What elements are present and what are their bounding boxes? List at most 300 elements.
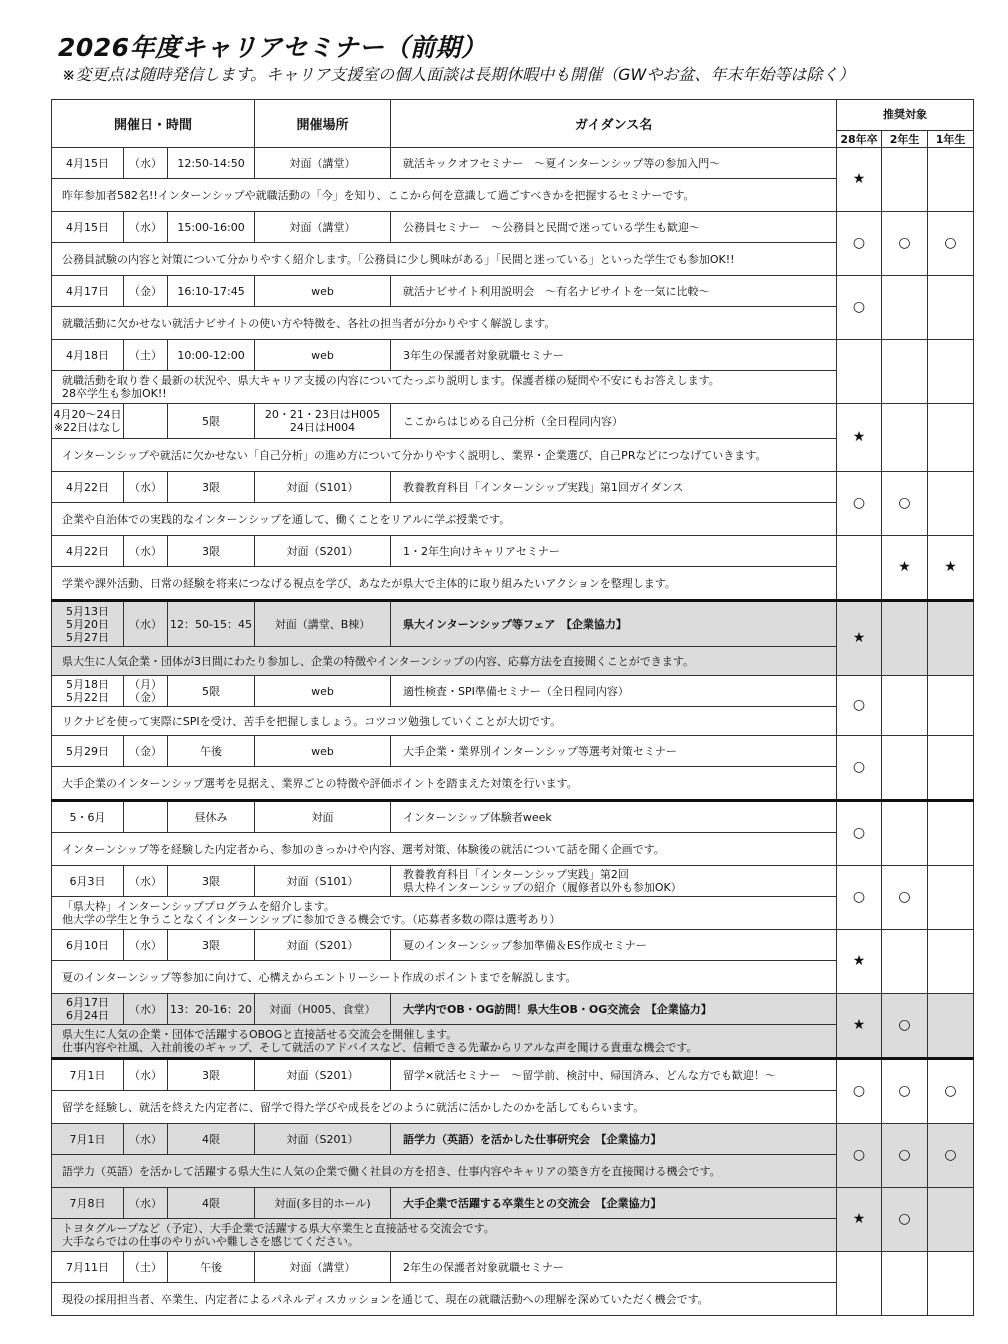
- event-date: [52, 404, 124, 439]
- guidance-name-line: ここからはじめる自己分析（全日程同内容）: [403, 414, 624, 428]
- target-mark-t28: ★: [837, 930, 882, 994]
- target-mark-t28: ○: [837, 676, 882, 736]
- table-header: [52, 100, 974, 131]
- event-date: [52, 1252, 124, 1283]
- target-mark-t28: ○: [837, 1124, 882, 1188]
- table-row: [52, 472, 974, 503]
- table-row: [52, 1059, 974, 1091]
- target-mark-t1: [928, 276, 974, 340]
- guidance-name-line: 3年生の保護者対象就職セミナー: [403, 348, 565, 362]
- guidance-name: [391, 1059, 837, 1091]
- event-description: [52, 961, 837, 994]
- event-venue-line: 対面（講堂）: [289, 1260, 356, 1274]
- event-day-line: （金）: [129, 284, 162, 298]
- event-venue-line: 対面(多目的ホール): [274, 1196, 371, 1210]
- table-row-description: [52, 567, 974, 601]
- target-mark-t28: ★: [837, 148, 882, 212]
- event-date: [52, 736, 124, 767]
- target-mark-t2: [882, 736, 928, 801]
- guidance-name-line: 県大インターンシップ等フェア 【企業協力】: [403, 617, 627, 631]
- event-description-line: 県大生に人気企業・団体が3日間にわたり参加し、企業の特徴やインターンシップの内容、応募方法を直接聞くことができます。: [62, 654, 694, 668]
- table-row-description: [52, 707, 974, 736]
- event-day-line: （水）: [129, 1196, 162, 1210]
- event-date: [52, 930, 124, 961]
- event-time-line: 4限: [202, 1132, 221, 1146]
- event-description-line: 公務員試験の内容と対策について分かりやすく紹介します。「公務員に少し興味がある」「民間と迷っている」といった学生でも参加OK!!: [62, 252, 735, 266]
- event-description: [52, 567, 837, 601]
- event-venue-line: 対面（S201）: [286, 1132, 359, 1146]
- event-venue: [255, 676, 391, 707]
- table-row-description: [52, 1219, 974, 1252]
- table-row: [52, 866, 974, 897]
- target-mark-t2: [882, 676, 928, 736]
- table-row-description: [52, 1091, 974, 1124]
- event-description-line: 就職活動を取り巻く最新の状況や、県大キャリア支援の内容についてたっぷり説明します。保護者様の疑問や不安にもお答えします。: [62, 374, 720, 387]
- target-mark-t28: ★: [837, 404, 882, 472]
- event-date: [52, 994, 124, 1025]
- event-day: [124, 801, 168, 833]
- event-description: [52, 1155, 837, 1188]
- target-mark-t2: [882, 930, 928, 994]
- event-day: [124, 276, 168, 307]
- event-time-line: 12:50-14:50: [177, 156, 245, 170]
- event-day-line: （土）: [129, 1260, 162, 1274]
- guidance-name-line: 語学力（英語）を活かした仕事研究会 【企業協力】: [403, 1132, 662, 1146]
- table-row: [52, 1252, 974, 1283]
- event-venue: [255, 994, 391, 1025]
- event-description-line: 昨年参加者582名!!インターンシップや就職活動の「今」を知り、ここから何を意識して過ごすべきかを把握するセミナーです。: [62, 188, 695, 202]
- table-row-description: [52, 647, 974, 676]
- event-time-line: 10:00-12:00: [177, 348, 245, 362]
- event-date-line: 6月24日: [66, 1009, 109, 1022]
- table-row: [52, 212, 974, 243]
- target-mark-t28: ○: [837, 736, 882, 801]
- event-date-line: 7月8日: [69, 1196, 106, 1210]
- event-date-line: 6月3日: [69, 874, 106, 888]
- event-date-line: 4月18日: [66, 348, 109, 362]
- table-row-description: [52, 243, 974, 276]
- guidance-name-line: 大手企業・業界別インターンシップ等選考対策セミナー: [403, 744, 677, 758]
- target-mark-t1: [928, 930, 974, 994]
- event-description: [52, 439, 837, 472]
- event-time-line: 午後: [200, 1260, 223, 1274]
- target-mark-t28: ○: [837, 866, 882, 930]
- event-venue-line: 対面（S201）: [286, 1068, 359, 1082]
- event-description-line: 現役の採用担当者、卒業生、内定者によるパネルディスカッションを通じて、現在の就職活動への理解を深めていただく機会です。: [62, 1292, 709, 1306]
- event-description: [52, 647, 837, 676]
- table-row: [52, 276, 974, 307]
- event-date-line: 5月27日: [66, 630, 109, 644]
- event-time-line: 4限: [202, 1196, 221, 1210]
- table-row: [52, 736, 974, 767]
- table-row: [52, 404, 974, 439]
- event-description: [52, 179, 837, 212]
- guidance-name: [391, 212, 837, 243]
- event-day-line: （水）: [129, 874, 162, 888]
- event-date: [52, 340, 124, 371]
- event-day-line: （金）: [129, 744, 162, 758]
- event-time-line: 13：20-16：20: [170, 1002, 252, 1016]
- event-time-line: 午後: [200, 744, 223, 758]
- event-day-line: （水）: [129, 156, 162, 170]
- guidance-name: [391, 340, 837, 371]
- event-day: [124, 212, 168, 243]
- event-venue: [255, 930, 391, 961]
- event-date: [52, 801, 124, 833]
- table-row-description: [52, 439, 974, 472]
- event-description-line: 語学力（英語）を活かして活躍する県大生に人気の企業で働く社員の方を招き、仕事内容やキャリアの築き方を直接聞ける機会です。: [62, 1164, 721, 1178]
- event-description-line: 大手企業のインターンシップ選考を見据え、業界ごとの特徴や評価ポイントを踏まえた対策を行います。: [62, 776, 578, 790]
- event-description: [52, 503, 837, 536]
- event-day-line: （水）: [129, 1132, 162, 1146]
- event-time: [168, 1124, 255, 1155]
- target-mark-t2: [882, 801, 928, 866]
- table-row-description: [52, 1025, 974, 1059]
- event-venue-line: web: [311, 284, 334, 298]
- event-date: [52, 148, 124, 179]
- event-venue-line: 対面: [311, 810, 334, 824]
- table-row-description: [52, 503, 974, 536]
- event-time: [168, 866, 255, 897]
- event-venue-line: web: [311, 348, 334, 362]
- event-description: [52, 1091, 837, 1124]
- event-venue: [255, 472, 391, 503]
- target-mark-t1: [928, 676, 974, 736]
- guidance-name: [391, 601, 837, 647]
- event-day: [124, 994, 168, 1025]
- target-mark-t1: [928, 472, 974, 536]
- event-time: [168, 536, 255, 567]
- event-time-line: 3限: [202, 1068, 221, 1082]
- event-time: [168, 1059, 255, 1091]
- header-guidance: ガイダンス名: [391, 100, 837, 148]
- guidance-name: [391, 148, 837, 179]
- event-day-line: （水）: [129, 1002, 162, 1016]
- event-description: [52, 1283, 837, 1316]
- event-date-line: 5月13日: [66, 604, 109, 618]
- guidance-name-line: 就活ナビサイト利用説明会 ～有名ナビサイトを一気に比較～: [403, 284, 710, 298]
- guidance-name-line: 就活キックオフセミナー ～夏インターンシップ等の参加入門～: [403, 156, 721, 170]
- table-row: [52, 994, 974, 1025]
- guidance-name-line: 大手企業で活躍する卒業生との交流会 【企業協力】: [403, 1196, 662, 1210]
- target-mark-t1: ○: [928, 1124, 974, 1188]
- event-date-line: 7月1日: [69, 1132, 106, 1146]
- event-date: [52, 536, 124, 567]
- event-day-line: （水）: [129, 480, 162, 494]
- event-venue-line: 対面（講堂、B棟）: [274, 617, 371, 631]
- guidance-name-line: 留学×就活セミナー ～留学前、検討中、帰国済み、どんな方でも歓迎！～: [403, 1068, 776, 1082]
- table-row-description: [52, 961, 974, 994]
- event-date-line: 5月18日: [66, 678, 109, 691]
- event-day-line: （水）: [129, 1068, 162, 1082]
- guidance-name-line: 2年生の保護者対象就職セミナー: [403, 1260, 565, 1274]
- event-venue-line: 対面（S101）: [286, 874, 359, 888]
- event-description-line: インターンシップ等を経験した内定者から、参加のきっかけや内容、選考対策、体験後の就活について話を聞く企画です。: [62, 842, 665, 856]
- event-time: [168, 1188, 255, 1219]
- event-description: [52, 243, 837, 276]
- event-date-line: 4月15日: [66, 220, 109, 234]
- target-mark-t1: [928, 1188, 974, 1252]
- table-row: [52, 601, 974, 647]
- event-time-line: 5限: [202, 684, 221, 698]
- event-date: [52, 866, 124, 897]
- event-description-line: 28卒学生も参加OK!!: [62, 387, 167, 400]
- event-venue-line: 対面（S201）: [286, 938, 359, 952]
- event-venue-line: 対面（S201）: [286, 544, 359, 558]
- event-description: [52, 897, 837, 930]
- guidance-name-line: 教養教育科目「インターンシップ実践」第2回: [403, 868, 629, 881]
- target-mark-t1: [928, 340, 974, 404]
- target-mark-t2: [882, 601, 928, 676]
- event-description-line: 大手ならではの仕事のやりがいや難しさを感じてください。: [62, 1235, 359, 1248]
- event-time-line: 15:00-16:00: [177, 220, 245, 234]
- target-mark-t2: ○: [882, 866, 928, 930]
- event-day-line: （土）: [129, 348, 162, 362]
- guidance-name: [391, 1252, 837, 1283]
- event-date-line: 6月10日: [66, 938, 109, 952]
- event-time: [168, 801, 255, 833]
- event-day: [124, 676, 168, 707]
- target-mark-t1: [928, 866, 974, 930]
- event-time: [168, 404, 255, 439]
- table-row: [52, 676, 974, 707]
- guidance-name-line: 県大枠インターンシップの紹介（履修者以外も参加OK）: [403, 881, 682, 894]
- event-day-line: （水）: [129, 220, 162, 234]
- event-day: [124, 148, 168, 179]
- event-venue: [255, 1059, 391, 1091]
- event-day-line: （水）: [129, 544, 162, 558]
- event-date-line: ※22日はなし: [53, 421, 122, 434]
- target-mark-t1: [928, 1252, 974, 1316]
- event-venue-line: web: [311, 744, 334, 758]
- event-venue: [255, 601, 391, 647]
- event-description-line: 就職活動に欠かせない就活ナビサイトの使い方や特徴を、各社の担当者が分かりやすく解説します。: [62, 316, 556, 330]
- event-description: [52, 1025, 837, 1059]
- event-description-line: 留学を経験し、就活を終えた内定者に、留学で得た学びや成長をどのように就活に活かしたのかを話してもらいます。: [62, 1100, 645, 1114]
- event-description-line: 「県大枠」インターンシッププログラムを紹介します。: [62, 900, 335, 913]
- event-venue: [255, 404, 391, 439]
- target-mark-t28: [837, 536, 882, 601]
- header-2nd: 2年生: [882, 131, 928, 148]
- event-date-line: 4月22日: [66, 480, 109, 494]
- event-date: [52, 676, 124, 707]
- event-time-line: 3限: [202, 544, 221, 558]
- event-day: [124, 404, 168, 439]
- guidance-name: [391, 1124, 837, 1155]
- event-day-line: （金）: [129, 691, 162, 704]
- guidance-name: [391, 736, 837, 767]
- event-date-line: 5月29日: [66, 744, 109, 758]
- event-venue-line: 対面（講堂）: [289, 156, 356, 170]
- target-mark-t2: ○: [882, 472, 928, 536]
- event-time-line: 5限: [202, 414, 221, 428]
- event-day-line: （水）: [129, 938, 162, 952]
- guidance-name: [391, 472, 837, 503]
- event-time: [168, 340, 255, 371]
- event-time: [168, 676, 255, 707]
- target-mark-t28: ★: [837, 1188, 882, 1252]
- event-venue: [255, 736, 391, 767]
- event-time-line: 16:10-17:45: [177, 284, 245, 298]
- event-time-line: 3限: [202, 938, 221, 952]
- event-venue: [255, 866, 391, 897]
- event-date-line: 5月22日: [66, 691, 109, 704]
- event-time: [168, 212, 255, 243]
- event-venue-line: 24日はH004: [289, 421, 356, 434]
- target-mark-t28: ○: [837, 801, 882, 866]
- event-description: [52, 1219, 837, 1252]
- event-time-line: 3限: [202, 480, 221, 494]
- event-venue: [255, 148, 391, 179]
- event-day-line: （月）: [129, 678, 162, 691]
- event-venue-line: 対面（H005、食堂）: [269, 1002, 376, 1016]
- event-date-line: 5・6月: [69, 810, 106, 824]
- guidance-name-line: 公務員セミナー ～公務員と民間で迷っている学生も歓迎～: [403, 220, 701, 234]
- event-time-line: 3限: [202, 874, 221, 888]
- event-date-line: 4月17日: [66, 284, 109, 298]
- event-time: [168, 736, 255, 767]
- table-row-description: [52, 897, 974, 930]
- event-day: [124, 340, 168, 371]
- event-description-line: インターンシップや就活に欠かせない「自己分析」の進め方について分かりやすく説明し、業界・企業選び、自己PRなどにつなげていきます。: [62, 448, 767, 462]
- target-mark-t1: ○: [928, 212, 974, 276]
- event-description-line: リクナビを使って実際にSPIを受け、苦手を把握しましょう。コツコツ勉強していくことが大切です。: [62, 714, 562, 728]
- event-description: [52, 833, 837, 866]
- event-day: [124, 601, 168, 647]
- event-day: [124, 536, 168, 567]
- header-venue: 開催場所: [255, 100, 391, 148]
- event-time: [168, 148, 255, 179]
- event-time: [168, 994, 255, 1025]
- table-row: [52, 148, 974, 179]
- event-description: [52, 707, 837, 736]
- target-mark-t28: ★: [837, 994, 882, 1059]
- guidance-name-line: 夏のインターンシップ参加準備＆ES作成セミナー: [403, 938, 647, 952]
- event-date: [52, 601, 124, 647]
- event-day: [124, 930, 168, 961]
- event-venue: [255, 340, 391, 371]
- target-mark-t2: ★: [882, 536, 928, 601]
- target-mark-t1: [928, 994, 974, 1059]
- target-mark-t2: ○: [882, 1059, 928, 1124]
- guidance-name-line: 大学内でOB・OG訪問！県大生OB・OG交流会 【企業協力】: [403, 1002, 712, 1016]
- event-date: [52, 1124, 124, 1155]
- event-date: [52, 212, 124, 243]
- table-row: [52, 801, 974, 833]
- table-row-description: [52, 1283, 974, 1316]
- guidance-name-line: 適性検査・SPI準備セミナー（全日程同内容）: [403, 684, 629, 698]
- event-time: [168, 1252, 255, 1283]
- target-mark-t1: [928, 404, 974, 472]
- event-date-line: 5月20日: [66, 617, 109, 631]
- target-mark-t28: [837, 340, 882, 404]
- event-day: [124, 1188, 168, 1219]
- event-date-line: 6月17日: [66, 996, 109, 1009]
- page-subtitle: ※変更点は随時発信します。キャリア支援室の個人面談は長期休暇中も開催（GWやお盆、年末年始等は除く）: [62, 65, 855, 84]
- event-date: [52, 472, 124, 503]
- guidance-name-line: インターンシップ体験者week: [403, 810, 552, 824]
- header-28: 28年卒: [837, 131, 882, 148]
- event-venue-line: 20・21・23日はH005: [264, 408, 381, 421]
- event-venue: [255, 1124, 391, 1155]
- event-time: [168, 930, 255, 961]
- event-description: [52, 371, 837, 404]
- guidance-name: [391, 930, 837, 961]
- target-mark-t1: [928, 601, 974, 676]
- guidance-name: [391, 866, 837, 897]
- event-description-line: 学業や課外活動、日常の経験を将来につなげる視点を学び、あなたが県大で主体的に取り組みたいアクションを整理します。: [62, 576, 676, 590]
- target-mark-t1: ○: [928, 1059, 974, 1124]
- event-venue: [255, 212, 391, 243]
- event-time-line: 昼休み: [194, 810, 228, 824]
- header-target: 推奨対象: [837, 100, 974, 131]
- event-time-line: 12：50-15：45: [170, 617, 252, 631]
- event-venue-line: web: [311, 684, 334, 698]
- event-day: [124, 736, 168, 767]
- target-mark-t2: ○: [882, 1188, 928, 1252]
- event-day-line: （水）: [129, 617, 162, 631]
- event-description-line: 仕事内容や社風、入社前後のギャップ、そして就活のアドバイスなど、信頼できる先輩からリアルな声を聞ける貴重な機会です。: [62, 1041, 698, 1054]
- target-mark-t2: [882, 276, 928, 340]
- target-mark-t28: ○: [837, 212, 882, 276]
- target-mark-t28: ○: [837, 276, 882, 340]
- event-date-line: 4月22日: [66, 544, 109, 558]
- event-day: [124, 1124, 168, 1155]
- event-time: [168, 472, 255, 503]
- guidance-name-line: 1・2年生向けキャリアセミナー: [403, 544, 560, 558]
- event-venue-line: 対面（S101）: [286, 480, 359, 494]
- event-time: [168, 601, 255, 647]
- event-date: [52, 1059, 124, 1091]
- event-date-line: 7月1日: [69, 1068, 106, 1082]
- event-day: [124, 1252, 168, 1283]
- table-row-description: [52, 833, 974, 866]
- event-description-line: 県大生に人気の企業・団体で活躍するOBOGと直接話せる交流会を開催します。: [62, 1028, 458, 1041]
- header-datetime: 開催日・時間: [52, 100, 255, 148]
- target-mark-t2: ○: [882, 212, 928, 276]
- event-description-line: トヨタグループなど（予定）、大手企業で活躍する県大卒業生と直接話せる交流会です。: [62, 1222, 495, 1235]
- table-row: [52, 340, 974, 371]
- event-date-line: 4月20～24日: [53, 408, 122, 421]
- guidance-name: [391, 404, 837, 439]
- target-mark-t1: ★: [928, 536, 974, 601]
- event-day: [124, 866, 168, 897]
- event-description: [52, 767, 837, 801]
- header-1st: 1年生: [928, 131, 974, 148]
- event-description-line: 他大学の学生と争うことなくインターンシップに参加できる機会です。（応募者多数の際は選考あり）: [62, 913, 561, 926]
- target-mark-t28: [837, 1252, 882, 1316]
- target-mark-t1: [928, 736, 974, 801]
- guidance-name: [391, 276, 837, 307]
- table-row-description: [52, 307, 974, 340]
- guidance-name: [391, 676, 837, 707]
- event-date: [52, 1188, 124, 1219]
- event-date: [52, 276, 124, 307]
- seminar-table: [51, 99, 974, 1316]
- event-venue: [255, 801, 391, 833]
- guidance-name: [391, 801, 837, 833]
- guidance-name: [391, 1188, 837, 1219]
- event-venue: [255, 1252, 391, 1283]
- table-row: [52, 930, 974, 961]
- event-venue-line: 対面（講堂）: [289, 220, 356, 234]
- target-mark-t2: [882, 340, 928, 404]
- page-title: 2026年度キャリアセミナー（前期）: [58, 33, 487, 62]
- target-mark-t2: [882, 148, 928, 212]
- target-mark-t28: ○: [837, 472, 882, 536]
- event-description-line: 夏のインターンシップ等参加に向けて、心構えからエントリーシート作成のポイントまでを解説します。: [62, 970, 577, 984]
- target-mark-t28: ★: [837, 601, 882, 676]
